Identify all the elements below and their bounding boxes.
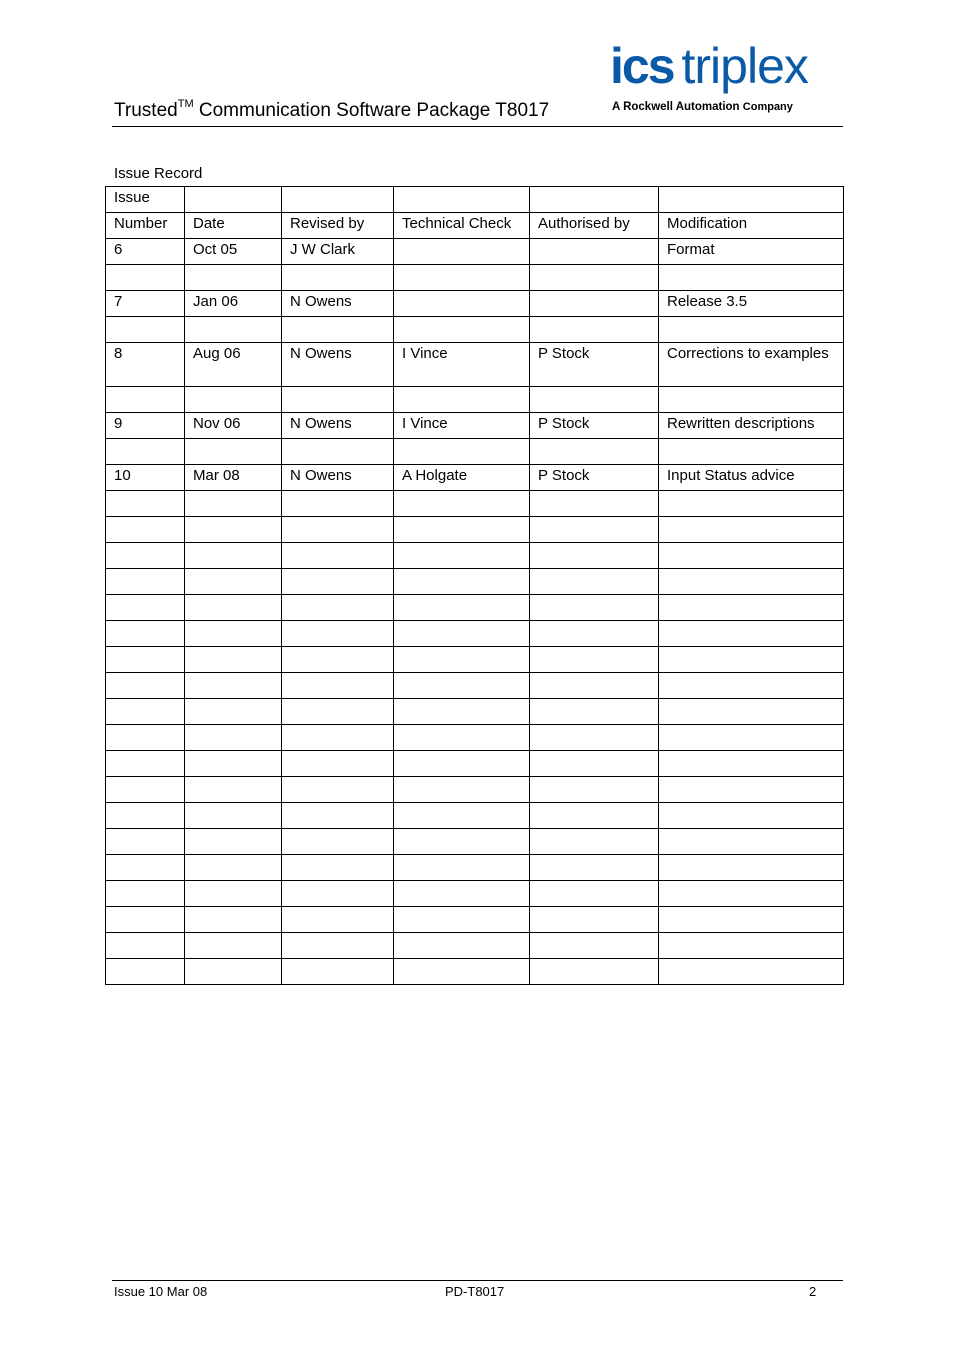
cell-authorised-by [530, 187, 659, 213]
cell-date [185, 569, 282, 595]
cell-modification [659, 569, 844, 595]
cell-authorised-by [530, 829, 659, 855]
cell-date [185, 647, 282, 673]
header-rule [112, 126, 843, 127]
cell-revised-by [282, 595, 394, 621]
cell-issue-number [106, 595, 185, 621]
table-row [106, 855, 844, 881]
cell-technical-check [394, 517, 530, 543]
cell-issue-number: 10 [106, 465, 185, 491]
cell-revised-by [282, 647, 394, 673]
cell-date [185, 595, 282, 621]
cell-revised-by [282, 699, 394, 725]
cell-technical-check [394, 187, 530, 213]
cell-issue-number [106, 647, 185, 673]
cell-issue-number: 6 [106, 239, 185, 265]
cell-technical-check [394, 647, 530, 673]
cell-issue-number: 9 [106, 413, 185, 439]
logo-tagline-text: A Rockwell Automation [612, 101, 740, 113]
issue-record-body [106, 187, 844, 985]
cell-issue-number [106, 855, 185, 881]
cell-technical-check [394, 803, 530, 829]
cell-authorised-by [530, 647, 659, 673]
cell-issue-number [106, 673, 185, 699]
cell-modification: Corrections to examples [659, 343, 844, 387]
cell-authorised-by [530, 933, 659, 959]
cell-modification [659, 439, 844, 465]
cell-issue-number [106, 803, 185, 829]
cell-technical-check [394, 699, 530, 725]
cell-modification [659, 673, 844, 699]
cell-date [185, 187, 282, 213]
logo-ics-text: ics [610, 38, 674, 94]
cell-issue-number [106, 543, 185, 569]
title-prefix: Trusted [114, 100, 178, 121]
table-row [106, 343, 844, 387]
cell-issue-number [106, 699, 185, 725]
cell-date: Nov 06 [185, 413, 282, 439]
footer-doc-id: PD-T8017 [445, 1284, 505, 1299]
cell-technical-check: A Holgate [394, 465, 530, 491]
cell-revised-by [282, 491, 394, 517]
table-row [106, 413, 844, 439]
table-row [106, 265, 844, 291]
cell-authorised-by [530, 239, 659, 265]
cell-modification [659, 621, 844, 647]
cell-modification [659, 491, 844, 517]
cell-modification: Rewritten descriptions [659, 413, 844, 439]
cell-technical-check [394, 491, 530, 517]
cell-date [185, 621, 282, 647]
table-row [106, 751, 844, 777]
cell-technical-check [394, 751, 530, 777]
cell-date [185, 881, 282, 907]
cell-issue-number: 8 [106, 343, 185, 387]
cell-issue-number [106, 387, 185, 413]
cell-issue-number [106, 907, 185, 933]
cell-modification: Release 3.5 [659, 291, 844, 317]
cell-technical-check [394, 439, 530, 465]
cell-issue-number [106, 317, 185, 343]
cell-modification [659, 933, 844, 959]
table-row [106, 543, 844, 569]
cell-issue-number [106, 517, 185, 543]
cell-authorised-by [530, 595, 659, 621]
footer-page-number: 2 [809, 1284, 817, 1299]
cell-technical-check [394, 595, 530, 621]
cell-authorised-by [530, 291, 659, 317]
cell-revised-by: N Owens [282, 465, 394, 491]
cell-technical-check [394, 933, 530, 959]
cell-date [185, 317, 282, 343]
cell-revised-by [282, 543, 394, 569]
cell-modification [659, 265, 844, 291]
cell-modification [659, 725, 844, 751]
table-row [106, 465, 844, 491]
cell-issue-number: Issue [106, 187, 185, 213]
cell-issue-number: Number [106, 213, 185, 239]
cell-revised-by [282, 187, 394, 213]
cell-revised-by [282, 317, 394, 343]
cell-issue-number [106, 621, 185, 647]
cell-technical-check [394, 855, 530, 881]
cell-date: Aug 06 [185, 343, 282, 387]
table-row [106, 239, 844, 265]
cell-revised-by [282, 265, 394, 291]
cell-technical-check [394, 907, 530, 933]
logo-tagline [612, 101, 793, 113]
logo-triplex-text: triplex [681, 38, 808, 94]
cell-revised-by [282, 907, 394, 933]
cell-revised-by: N Owens [282, 343, 394, 387]
cell-modification [659, 317, 844, 343]
cell-modification [659, 881, 844, 907]
table-row [106, 699, 844, 725]
cell-technical-check [394, 291, 530, 317]
cell-modification [659, 543, 844, 569]
cell-issue-number: 7 [106, 291, 185, 317]
cell-revised-by [282, 933, 394, 959]
cell-technical-check [394, 959, 530, 985]
cell-date [185, 439, 282, 465]
table-row [106, 491, 844, 517]
cell-authorised-by [530, 725, 659, 751]
cell-technical-check [394, 569, 530, 595]
cell-authorised-by [530, 517, 659, 543]
table-row [106, 317, 844, 343]
table-row [106, 595, 844, 621]
cell-technical-check [394, 239, 530, 265]
cell-authorised-by [530, 621, 659, 647]
table-row [106, 621, 844, 647]
cell-revised-by [282, 725, 394, 751]
cell-modification [659, 647, 844, 673]
cell-date: Mar 08 [185, 465, 282, 491]
footer-issue: Issue 10 Mar 08 [114, 1284, 208, 1299]
cell-authorised-by [530, 959, 659, 985]
table-row [106, 803, 844, 829]
cell-authorised-by [530, 569, 659, 595]
cell-revised-by [282, 439, 394, 465]
cell-date [185, 673, 282, 699]
table-row [106, 881, 844, 907]
cell-issue-number [106, 777, 185, 803]
table-row [106, 959, 844, 985]
cell-date [185, 855, 282, 881]
cell-technical-check [394, 777, 530, 803]
cell-modification [659, 187, 844, 213]
cell-authorised-by [530, 439, 659, 465]
cell-revised-by [282, 621, 394, 647]
cell-revised-by [282, 569, 394, 595]
cell-issue-number [106, 881, 185, 907]
cell-authorised-by [530, 543, 659, 569]
cell-date [185, 751, 282, 777]
cell-technical-check [394, 543, 530, 569]
cell-authorised-by: Authorised by [530, 213, 659, 239]
cell-authorised-by [530, 803, 659, 829]
cell-revised-by: Revised by [282, 213, 394, 239]
cell-modification [659, 387, 844, 413]
issue-record-table [105, 186, 844, 985]
cell-authorised-by [530, 699, 659, 725]
table-row [106, 907, 844, 933]
table-row [106, 291, 844, 317]
cell-revised-by [282, 855, 394, 881]
cell-modification [659, 699, 844, 725]
cell-revised-by [282, 673, 394, 699]
table-row [106, 673, 844, 699]
cell-issue-number [106, 959, 185, 985]
trademark-superscript: TM [177, 98, 194, 110]
cell-authorised-by [530, 907, 659, 933]
table-row [106, 725, 844, 751]
cell-date [185, 907, 282, 933]
document-title [114, 99, 549, 123]
cell-authorised-by [530, 881, 659, 907]
cell-issue-number [106, 933, 185, 959]
cell-issue-number [106, 569, 185, 595]
table-row [106, 517, 844, 543]
table-row [106, 569, 844, 595]
cell-technical-check: I Vince [394, 413, 530, 439]
cell-date [185, 777, 282, 803]
cell-modification [659, 959, 844, 985]
cell-date: Date [185, 213, 282, 239]
table-row [106, 933, 844, 959]
cell-technical-check [394, 881, 530, 907]
table-row [106, 439, 844, 465]
cell-authorised-by [530, 491, 659, 517]
cell-revised-by: J W Clark [282, 239, 394, 265]
cell-modification [659, 803, 844, 829]
table-row [106, 777, 844, 803]
cell-authorised-by: P Stock [530, 343, 659, 387]
cell-authorised-by [530, 673, 659, 699]
cell-modification [659, 907, 844, 933]
cell-technical-check [394, 317, 530, 343]
cell-authorised-by: P Stock [530, 465, 659, 491]
cell-date: Oct 05 [185, 239, 282, 265]
cell-technical-check [394, 621, 530, 647]
cell-issue-number [106, 829, 185, 855]
cell-revised-by: N Owens [282, 413, 394, 439]
cell-authorised-by [530, 777, 659, 803]
cell-authorised-by [530, 855, 659, 881]
cell-date [185, 959, 282, 985]
cell-authorised-by [530, 317, 659, 343]
cell-modification [659, 855, 844, 881]
company-logo [610, 38, 844, 118]
cell-authorised-by [530, 387, 659, 413]
cell-issue-number [106, 725, 185, 751]
table-row [106, 647, 844, 673]
cell-technical-check [394, 387, 530, 413]
cell-date [185, 829, 282, 855]
cell-technical-check [394, 673, 530, 699]
title-suffix: Communication Software Package T8017 [193, 100, 550, 121]
table-row [106, 829, 844, 855]
cell-date [185, 803, 282, 829]
cell-issue-number [106, 751, 185, 777]
cell-authorised-by [530, 751, 659, 777]
footer-rule [112, 1280, 843, 1281]
cell-modification: Format [659, 239, 844, 265]
table-header-row [106, 213, 844, 239]
cell-modification [659, 829, 844, 855]
logo-wordmark [610, 36, 808, 96]
cell-date [185, 265, 282, 291]
logo-company-text: Company [742, 101, 793, 113]
cell-technical-check [394, 829, 530, 855]
cell-technical-check: Technical Check [394, 213, 530, 239]
cell-modification [659, 777, 844, 803]
cell-date [185, 699, 282, 725]
cell-revised-by: N Owens [282, 291, 394, 317]
table-row [106, 387, 844, 413]
cell-modification [659, 595, 844, 621]
cell-technical-check [394, 725, 530, 751]
cell-revised-by [282, 751, 394, 777]
cell-revised-by [282, 959, 394, 985]
cell-date [185, 725, 282, 751]
cell-date [185, 543, 282, 569]
cell-authorised-by [530, 265, 659, 291]
cell-revised-by [282, 829, 394, 855]
cell-revised-by [282, 517, 394, 543]
cell-date [185, 933, 282, 959]
cell-date [185, 387, 282, 413]
cell-modification: Modification [659, 213, 844, 239]
cell-issue-number [106, 265, 185, 291]
cell-modification [659, 751, 844, 777]
cell-date [185, 517, 282, 543]
cell-revised-by [282, 387, 394, 413]
cell-issue-number [106, 439, 185, 465]
cell-modification: Input Status advice [659, 465, 844, 491]
issue-record-caption: Issue Record [114, 165, 203, 182]
cell-modification [659, 517, 844, 543]
cell-authorised-by: P Stock [530, 413, 659, 439]
table-header-row [106, 187, 844, 213]
cell-issue-number [106, 491, 185, 517]
cell-revised-by [282, 803, 394, 829]
cell-revised-by [282, 881, 394, 907]
cell-technical-check: I Vince [394, 343, 530, 387]
cell-revised-by [282, 777, 394, 803]
cell-date [185, 491, 282, 517]
cell-technical-check [394, 265, 530, 291]
cell-date: Jan 06 [185, 291, 282, 317]
